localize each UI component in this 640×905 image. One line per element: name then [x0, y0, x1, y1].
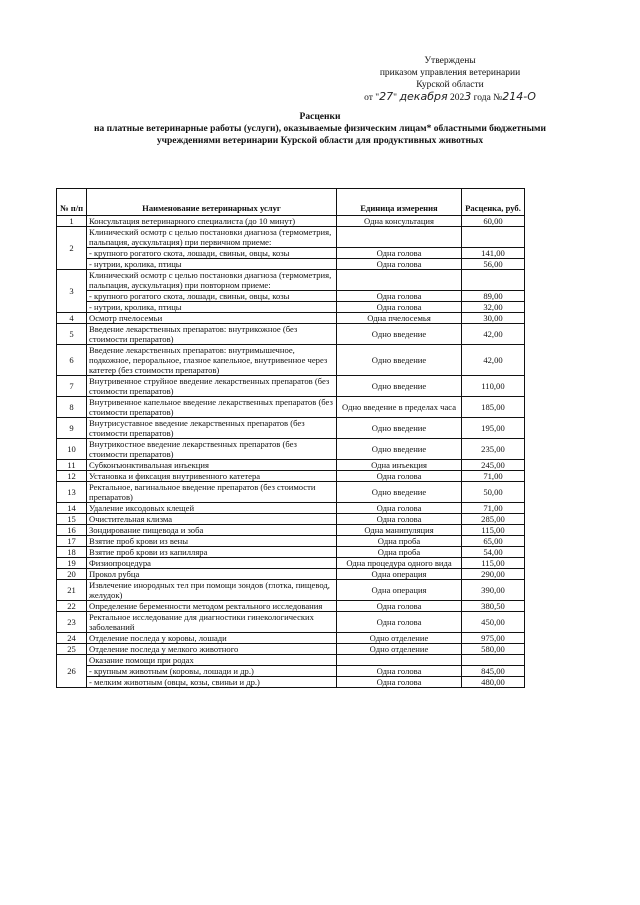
row-number: 18 — [57, 547, 87, 558]
header-no: № п/п — [57, 189, 87, 216]
date-quote: " — [393, 93, 398, 103]
row-service-name: Зондирование пищевода и зоба — [87, 525, 337, 536]
row-service-name: Осмотр пчелосемьи — [87, 313, 337, 324]
row-price-empty — [462, 227, 525, 248]
row-price: 71,00 — [462, 471, 525, 482]
table-row — [57, 558, 525, 569]
table-row — [57, 503, 525, 514]
table-row — [57, 324, 525, 345]
date-prefix: от " — [364, 93, 380, 103]
table-row — [57, 418, 525, 439]
row-price: 42,00 — [462, 345, 525, 376]
row-price: 141,00 — [462, 248, 525, 259]
row-price: 245,00 — [462, 460, 525, 471]
table-row — [57, 439, 525, 460]
table-row — [57, 569, 525, 580]
approval-line-2: приказом управления ветеринарии — [379, 68, 521, 78]
row-service-name: Прокол рубца — [87, 569, 337, 580]
row-unit: Одна операция — [337, 580, 462, 601]
row-number: 1 — [57, 216, 87, 227]
row-price: 380,50 — [462, 601, 525, 612]
row-service-name: Внутрисуставное введение лекарственных препаратов (без стоимости препаратов) — [87, 418, 337, 439]
row-group-header: Оказание помощи при родах — [87, 655, 337, 666]
row-service-name: - крупного рогатого скота, лошади, свиньи, овцы, козы — [87, 248, 337, 259]
row-number: 16 — [57, 525, 87, 536]
row-number: 9 — [57, 418, 87, 439]
row-number: 4 — [57, 313, 87, 324]
row-unit: Одна операция — [337, 569, 462, 580]
row-service-name: Определение беременности методом ректального исследования — [87, 601, 337, 612]
row-unit: Одна голова — [337, 666, 462, 677]
row-service-name: Введение лекарственных препаратов: внутрикожное (без стоимости препаратов) — [87, 324, 337, 345]
table-row — [57, 216, 525, 227]
table-subrow — [57, 248, 525, 259]
row-unit: Одна голова — [337, 677, 462, 688]
date-year-digit-handwritten: 3 — [464, 90, 472, 103]
row-price: 89,00 — [462, 291, 525, 302]
row-number: 17 — [57, 536, 87, 547]
row-unit: Одна голова — [337, 514, 462, 525]
row-price: 50,00 — [462, 482, 525, 503]
table-row — [57, 270, 525, 291]
row-price: 235,00 — [462, 439, 525, 460]
row-price: 56,00 — [462, 259, 525, 270]
row-price: 195,00 — [462, 418, 525, 439]
table-row — [57, 655, 525, 666]
date-year-prefix: 202 — [447, 93, 465, 103]
header-name: Наименование ветеринарных услуг — [87, 189, 337, 216]
row-price: 115,00 — [462, 525, 525, 536]
row-number: 13 — [57, 482, 87, 503]
row-unit: Одна голова — [337, 302, 462, 313]
row-price: 65,00 — [462, 536, 525, 547]
table-subrow — [57, 677, 525, 688]
row-price: 480,00 — [462, 677, 525, 688]
row-service-name: - крупного рогатого скота, лошади, свиньи, овцы, козы — [87, 291, 337, 302]
table-subrow — [57, 302, 525, 313]
table-row — [57, 525, 525, 536]
row-number: 21 — [57, 580, 87, 601]
row-service-name: - нутрии, кролика, птицы — [87, 302, 337, 313]
row-unit: Одна голова — [337, 248, 462, 259]
row-number: 24 — [57, 633, 87, 644]
row-price: 390,00 — [462, 580, 525, 601]
table-row — [57, 227, 525, 248]
row-unit-empty — [337, 270, 462, 291]
row-service-name: Внутривенное струйное введение лекарственных препаратов (без стоимости препаратов) — [87, 376, 337, 397]
row-number: 19 — [57, 558, 87, 569]
row-unit: Одна голова — [337, 291, 462, 302]
row-price: 975,00 — [462, 633, 525, 644]
table-row — [57, 612, 525, 633]
document-subtitle-line-2: учреждениями ветеринарии Курской области для продуктивных животных — [156, 136, 484, 146]
table-row — [57, 580, 525, 601]
approval-line-3: Курской области — [416, 80, 484, 90]
row-unit: Одна пчелосемья — [337, 313, 462, 324]
order-number-handwritten: 214-О — [502, 90, 536, 103]
row-number: 11 — [57, 460, 87, 471]
row-unit: Одно отделение — [337, 633, 462, 644]
date-year-suffix: года № — [471, 93, 503, 103]
row-number: 12 — [57, 471, 87, 482]
row-price: 450,00 — [462, 612, 525, 633]
row-number: 7 — [57, 376, 87, 397]
table-row — [57, 536, 525, 547]
table-row — [57, 460, 525, 471]
row-unit: Одна манипуляция — [337, 525, 462, 536]
row-service-name: - мелким животным (овцы, козы, свиньи и др.) — [87, 677, 337, 688]
document-subtitle-line-1: на платные ветеринарные работы (услуги), оказываемые физическим лицам* областными бюджетными — [94, 124, 546, 134]
approval-date-line — [350, 91, 550, 104]
row-number: 23 — [57, 612, 87, 633]
row-service-name: Удаление иксодовых клещей — [87, 503, 337, 514]
table-subrow — [57, 291, 525, 302]
header-unit: Единица измерения — [337, 189, 462, 216]
row-price: 110,00 — [462, 376, 525, 397]
row-service-name: - нутрии, кролика, птицы — [87, 259, 337, 270]
row-price: 42,00 — [462, 324, 525, 345]
row-price: 185,00 — [462, 397, 525, 418]
row-unit-empty — [337, 655, 462, 666]
row-price: 30,00 — [462, 313, 525, 324]
table-row — [57, 471, 525, 482]
table-row — [57, 397, 525, 418]
row-service-name: Установка и фиксация внутривенного катетера — [87, 471, 337, 482]
table-row — [57, 547, 525, 558]
row-price: 285,00 — [462, 514, 525, 525]
table-row — [57, 313, 525, 324]
row-price: 32,00 — [462, 302, 525, 313]
row-service-name: Очистительная клизма — [87, 514, 337, 525]
row-service-name: Взятие проб крови из капилляра — [87, 547, 337, 558]
row-unit: Одно введение — [337, 418, 462, 439]
row-service-name: Отделение последа у мелкого животного — [87, 644, 337, 655]
table-row — [57, 644, 525, 655]
row-unit: Одна голова — [337, 601, 462, 612]
row-number: 22 — [57, 601, 87, 612]
row-price: 290,00 — [462, 569, 525, 580]
row-service-name: Внутрикостное введение лекарственных препаратов (без стоимости препаратов) — [87, 439, 337, 460]
row-unit: Одна инъекция — [337, 460, 462, 471]
row-price-empty — [462, 655, 525, 666]
row-unit: Одно введение — [337, 482, 462, 503]
row-unit: Одна голова — [337, 503, 462, 514]
price-table — [56, 188, 525, 688]
row-unit: Одна процедура одного вида — [337, 558, 462, 569]
row-number: 2 — [57, 227, 87, 270]
row-unit: Одно введение — [337, 324, 462, 345]
table-row — [57, 376, 525, 397]
approval-line-1: Утверждены — [424, 56, 476, 66]
row-service-name: Внутривенное капельное введение лекарственных препаратов (без стоимости препаратов) — [87, 397, 337, 418]
row-service-name: Консультация ветеринарного специалиста (до 10 минут) — [87, 216, 337, 227]
row-number: 8 — [57, 397, 87, 418]
row-unit: Одна проба — [337, 536, 462, 547]
row-service-name: Ректальное, вагинальное введение препаратов (без стоимости препаратов) — [87, 482, 337, 503]
row-number: 14 — [57, 503, 87, 514]
date-month-handwritten: декабря — [399, 90, 448, 103]
row-service-name: Ректальное исследование для диагностики гинекологических заболеваний — [87, 612, 337, 633]
row-unit: Одна голова — [337, 612, 462, 633]
row-number: 15 — [57, 514, 87, 525]
row-unit: Одно введение в пределах часа — [337, 397, 462, 418]
row-number: 26 — [57, 655, 87, 688]
table-row — [57, 633, 525, 644]
row-unit: Одно введение — [337, 376, 462, 397]
row-unit: Одно введение — [337, 345, 462, 376]
document-title: Расценки — [299, 112, 341, 122]
table-row — [57, 345, 525, 376]
row-service-name: Физиопроцедура — [87, 558, 337, 569]
row-service-name: Субконъюнктивальная инъекция — [87, 460, 337, 471]
row-unit: Одна голова — [337, 259, 462, 270]
row-price: 54,00 — [462, 547, 525, 558]
row-price: 115,00 — [462, 558, 525, 569]
row-group-header: Клинический осмотр с целью постановки диагноза (термометрия, пальпация, аускультация) при первичном приеме: — [87, 227, 337, 248]
row-service-name: Извлечение инородных тел при помощи зондов (глотка, пищевод, желудок) — [87, 580, 337, 601]
row-group-header: Клинический осмотр с целью постановки диагноза (термометрия, пальпация, аускультация) при повторном приеме: — [87, 270, 337, 291]
row-number: 6 — [57, 345, 87, 376]
row-unit-empty — [337, 227, 462, 248]
row-number: 10 — [57, 439, 87, 460]
row-price: 60,00 — [462, 216, 525, 227]
row-service-name: - крупным животным (коровы, лошади и др.) — [87, 666, 337, 677]
header-price: Расценка, руб. — [462, 189, 525, 216]
row-service-name: Взятие проб крови из вены — [87, 536, 337, 547]
row-service-name: Отделение последа у коровы, лошади — [87, 633, 337, 644]
row-price: 580,00 — [462, 644, 525, 655]
row-unit: Одно отделение — [337, 644, 462, 655]
table-subrow — [57, 259, 525, 270]
row-number: 20 — [57, 569, 87, 580]
price-table-body — [57, 216, 525, 688]
row-unit: Одна консультация — [337, 216, 462, 227]
row-number: 3 — [57, 270, 87, 313]
table-row — [57, 482, 525, 503]
table-row — [57, 514, 525, 525]
row-number: 25 — [57, 644, 87, 655]
row-unit: Одно введение — [337, 439, 462, 460]
row-unit: Одна проба — [337, 547, 462, 558]
table-row — [57, 601, 525, 612]
row-price-empty — [462, 270, 525, 291]
row-unit: Одна голова — [337, 471, 462, 482]
table-subrow — [57, 666, 525, 677]
row-number: 5 — [57, 324, 87, 345]
date-day-handwritten: 27 — [379, 90, 394, 103]
row-price: 71,00 — [462, 503, 525, 514]
row-price: 845,00 — [462, 666, 525, 677]
approval-block — [350, 55, 550, 104]
row-service-name: Введение лекарственных препаратов: внутримышечное, подкожное, пероральное, глазное капельное, внутривенное через катетер (без стоимости препаратов) — [87, 345, 337, 376]
